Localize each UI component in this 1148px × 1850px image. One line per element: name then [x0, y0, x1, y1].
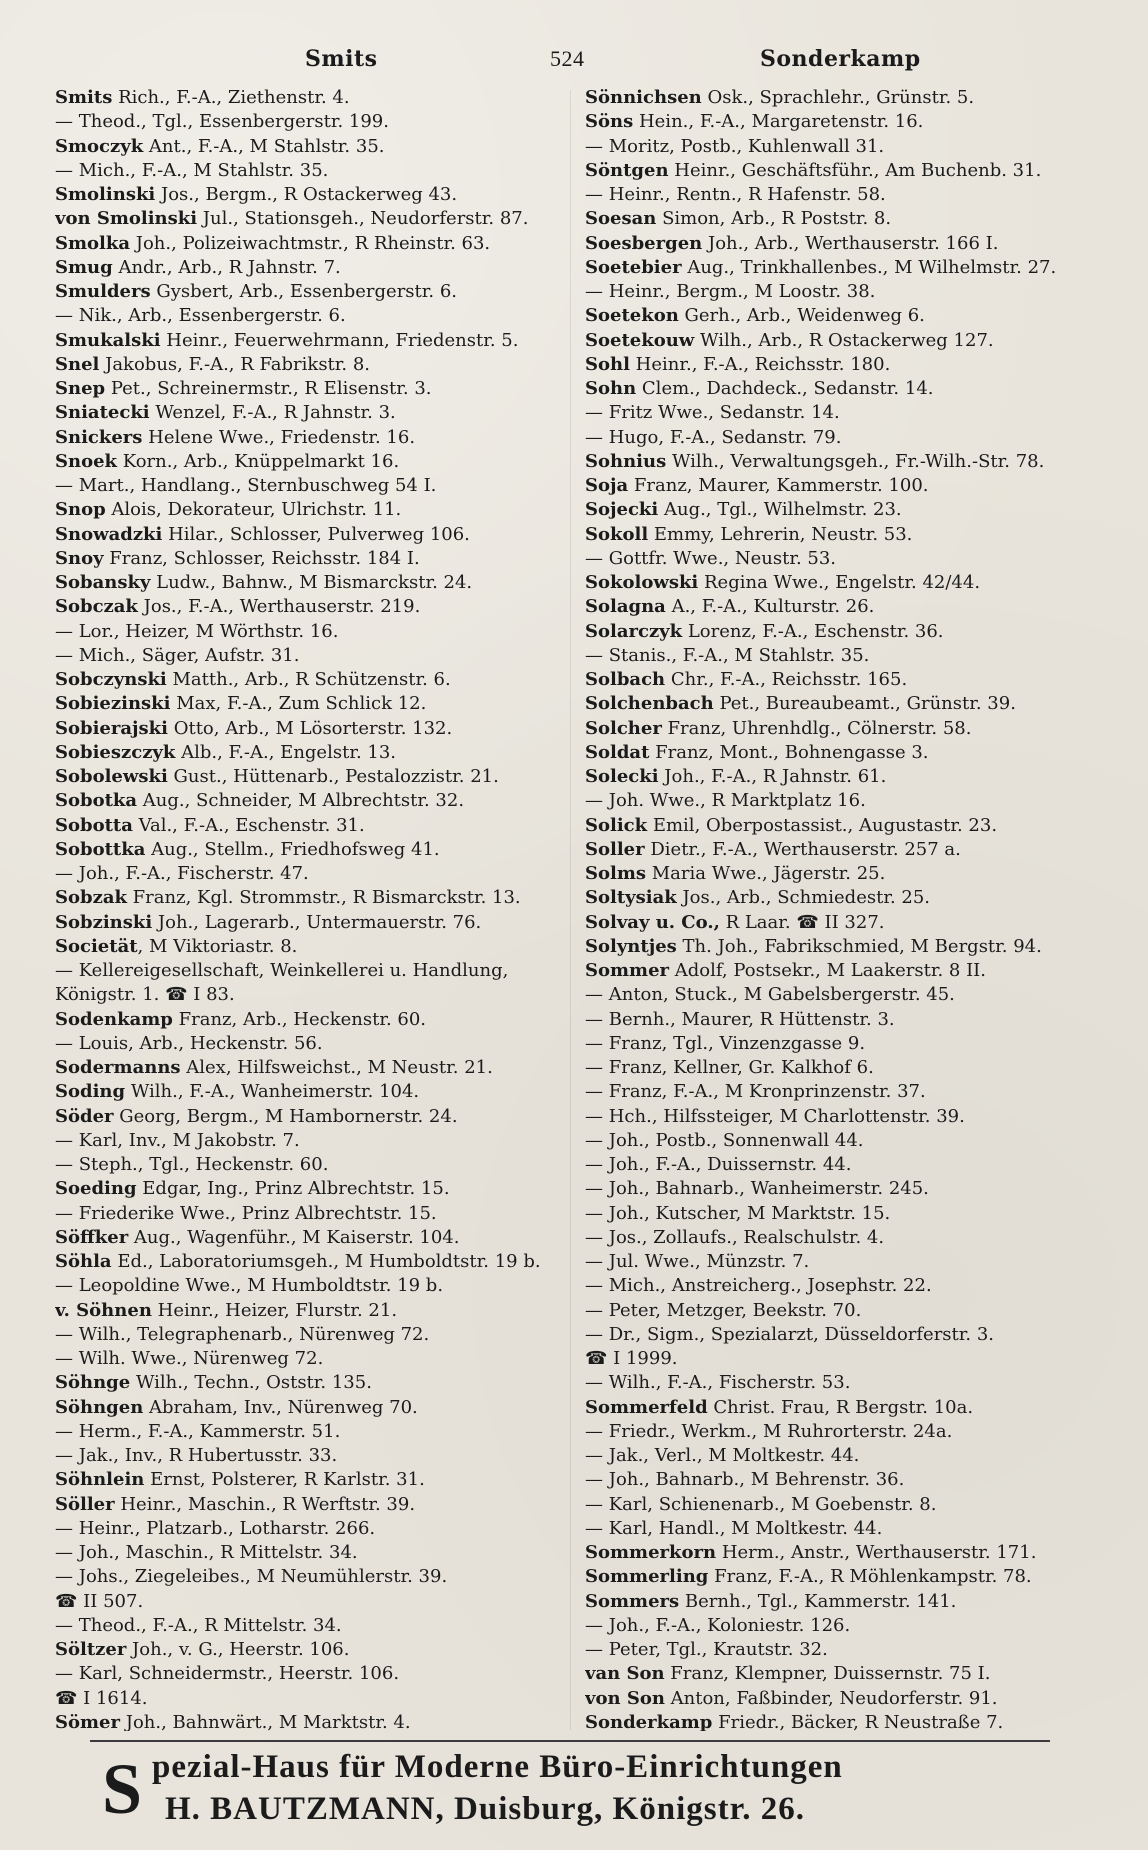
directory-entry: Sobzinski Joh., Lagerarb., Untermauerstr. 76. — [55, 911, 482, 933]
directory-entry: — Friederike Wwe., Prinz Albrechtstr. 15. — [55, 1202, 437, 1224]
entry-surname: Söhnlein — [55, 1469, 145, 1491]
entry-surname: Sömer — [55, 1711, 120, 1731]
directory-entry: — Mich., F.-A., M Stahlstr. 35. — [55, 159, 329, 181]
directory-entry: Snep Pet., Schreinermstr., R Elisenstr. 3. — [55, 378, 432, 399]
directory-entry: Smukalski Heinr., Feuerwehrmann, Friedenstr. 5. — [55, 329, 519, 351]
directory-entry: — Hch., Hilfssteiger, M Charlottenstr. 39. — [585, 1105, 965, 1127]
directory-entry: Solvay u. Co., R Laar. ☎ II 327. — [585, 911, 885, 933]
directory-entry: Soetekouw Wilh., Arb., R Ostackerweg 127. — [585, 329, 994, 351]
directory-entry: Soltysiak Jos., Arb., Schmiedestr. 25. — [585, 887, 931, 909]
entry-surname: Söhla — [55, 1251, 112, 1272]
entry-surname: Snoy — [55, 547, 104, 569]
directory-entry: — Jul. Wwe., Münzstr. 7. — [585, 1251, 810, 1272]
entry-surname: von Son — [585, 1687, 665, 1709]
directory-entry: — Franz, Kellner, Gr. Kalkhof 6. — [585, 1057, 874, 1078]
directory-entry: Solecki Joh., F.-A., R Jahnstr. 61. — [585, 766, 887, 787]
entry-surname: Solarczyk — [585, 620, 683, 642]
directory-entry: — Johs., Ziegeleibes., M Neumühlerstr. 39. — [55, 1566, 448, 1588]
entry-surname: Soding — [55, 1081, 126, 1103]
directory-entry: Solagna A., F.-A., Kulturstr. 26. — [585, 596, 875, 618]
right-column — [585, 86, 1105, 1731]
directory-entry: Sobiezinski Max, F.-A., Zum Schlick 12. — [55, 693, 427, 715]
directory-entry: Soesan Simon, Arb., R Poststr. 8. — [585, 208, 892, 230]
directory-entry: Solick Emil, Oberpostassist., Augustastr. 23. — [585, 814, 998, 836]
directory-entry: Sobottka Aug., Stellm., Friedhofsweg 41. — [55, 838, 440, 860]
directory-entry: Söller Heinr., Maschin., R Werftstr. 39. — [55, 1493, 416, 1515]
directory-entry: — Lor., Heizer, M Wörthstr. 16. — [55, 620, 339, 642]
directory-entry: Söder Georg, Bergm., M Hambornerstr. 24. — [55, 1105, 458, 1127]
directory-entry: Soja Franz, Maurer, Kammerstr. 100. — [585, 475, 929, 496]
directory-entry: Soetekon Gerh., Arb., Weidenweg 6. — [585, 305, 925, 327]
entry-surname: Soja — [585, 475, 629, 496]
directory-entry: — Joh., Bahnarb., Wanheimerstr. 245. — [585, 1178, 929, 1200]
directory-entry: — Karl, Inv., M Jakobstr. 7. — [55, 1129, 300, 1151]
directory-entry: Smolinski Jos., Bergm., R Ostackerweg 43. — [55, 184, 458, 205]
directory-entry: — Stanis., F.-A., M Stahlstr. 35. — [585, 644, 870, 666]
directory-entry: — Anton, Stuck., M Gabelsbergerstr. 45. — [585, 984, 955, 1006]
entry-surname: Sobotka — [55, 790, 138, 812]
directory-entry: Sobczak Jos., F.-A., Werthauserstr. 219. — [55, 596, 421, 618]
directory-entry: — Bernh., Maurer, R Hüttenstr. 3. — [585, 1008, 895, 1030]
entry-surname: Soltysiak — [585, 887, 677, 909]
entry-surname: Soetekon — [585, 305, 679, 327]
directory-entry: Söhnlein Ernst, Polsterer, R Karlstr. 31. — [55, 1469, 425, 1491]
entry-surname: Smulders — [55, 281, 151, 302]
entry-surname: Sobieszczyk — [55, 741, 176, 763]
entry-surname: Söntgen — [585, 159, 669, 181]
ad-initial: S — [102, 1749, 143, 1829]
entry-surname: Sokolowski — [585, 572, 699, 593]
entry-surname: Söltzer — [55, 1639, 127, 1660]
entry-surname: Solick — [585, 814, 648, 836]
directory-entry: — Mich., Anstreicherg., Josephstr. 22. — [585, 1275, 932, 1297]
entry-surname: van Son — [585, 1663, 665, 1685]
header-first-entry: Smits — [305, 46, 378, 72]
directory-entry: Soldat Franz, Mont., Bohnengasse 3. — [585, 741, 929, 763]
directory-entry: Soding Wilh., F.-A., Wanheimerstr. 104. — [55, 1081, 420, 1103]
directory-entry: Sommerfeld Christ. Frau, R Bergstr. 10a. — [585, 1396, 974, 1418]
directory-entry: Königstr. 1. ☎ I 83. — [55, 984, 235, 1006]
entry-surname: Sönnichsen — [585, 87, 702, 108]
directory-entry: — Mart., Handlang., Sternbuschweg 54 I. — [55, 475, 437, 496]
entry-surname: Smits — [55, 87, 113, 108]
directory-entry: — Hugo, F.-A., Sedanstr. 79. — [585, 426, 842, 448]
directory-entry: Sommers Bernh., Tgl., Kammerstr. 141. — [585, 1590, 957, 1612]
directory-entry: — Joh., Bahnarb., M Behrenstr. 36. — [585, 1469, 905, 1491]
directory-entry: Smits Rich., F.-A., Ziethenstr. 4. — [55, 87, 350, 108]
entry-surname: Smug — [55, 256, 113, 278]
directory-entry: Snoy Franz, Schlosser, Reichsstr. 184 I. — [55, 547, 420, 569]
entry-surname: Sojecki — [585, 499, 659, 521]
directory-entry: Sobotka Aug., Schneider, M Albrechtstr. 32. — [55, 790, 465, 812]
entry-surname: Sobzinski — [55, 911, 153, 933]
directory-entry: — Nik., Arb., Essenbergerstr. 6. — [55, 305, 346, 327]
entry-surname: Soetebier — [585, 256, 682, 278]
footer-rule — [90, 1740, 1050, 1742]
entry-surname: Snep — [55, 378, 106, 399]
directory-entry: — Joh. Wwe., R Marktplatz 16. — [585, 790, 866, 812]
directory-entry: — Heinr., Platzarb., Lotharstr. 266. — [55, 1517, 376, 1539]
entry-surname: Smolinski — [55, 184, 156, 205]
directory-entry: van Son Franz, Klempner, Duissernstr. 75 I. — [585, 1663, 991, 1685]
directory-entry: — Joh., F.-A., Koloniestr. 126. — [585, 1614, 851, 1636]
entry-surname: Sobierajski — [55, 717, 168, 739]
entry-surname: Snickers — [55, 426, 143, 448]
directory-entry: ☎ I 1614. — [55, 1687, 148, 1709]
entry-surname: Sobzak — [55, 887, 127, 909]
directory-entry: von Smolinski Jul., Stationsgeh., Neudorferstr. 87. — [55, 208, 529, 230]
entry-surname: Sommer — [585, 960, 670, 981]
directory-entry: Sonderkamp Friedr., Bäcker, R Neustraße 7. — [585, 1711, 1004, 1731]
entry-surname: Sodenkamp — [55, 1008, 173, 1030]
entry-surname: Sonderkamp — [585, 1711, 713, 1731]
directory-entry: — Steph., Tgl., Heckenstr. 60. — [55, 1154, 329, 1175]
directory-entry: Sobotta Val., F.-A., Eschenstr. 31. — [55, 814, 365, 836]
entry-surname: Söder — [55, 1105, 114, 1127]
entry-surname: Sobansky — [55, 572, 151, 593]
entry-surname: Sommerling — [585, 1566, 709, 1588]
directory-entry: Sodermanns Alex, Hilfsweichst., M Neustr. 21. — [55, 1057, 493, 1078]
directory-entry: Soeding Edgar, Ing., Prinz Albrechtstr. 15. — [55, 1178, 450, 1200]
entry-surname: Soesan — [585, 208, 657, 230]
entry-surname: Soeding — [55, 1178, 137, 1200]
directory-entry: Sommerling Franz, F.-A., R Möhlenkampstr. 78. — [585, 1566, 1032, 1588]
directory-entry: Solyntjes Th. Joh., Fabrikschmied, M Bergstr. 94. — [585, 935, 1042, 957]
directory-entry: Snoek Korn., Arb., Knüppelmarkt 16. — [55, 450, 400, 472]
entry-surname: Söhnge — [55, 1372, 131, 1394]
entry-surname: Societät — [55, 935, 138, 957]
page-header — [0, 38, 1148, 78]
directory-entry: Sokoll Emmy, Lehrerin, Neustr. 53. — [585, 523, 913, 545]
entry-surname: von Smolinski — [55, 208, 198, 230]
entry-surname: Söffker — [55, 1226, 129, 1248]
directory-entry: — Joh., F.-A., Fischerstr. 47. — [55, 863, 309, 884]
entry-surname: Sobczynski — [55, 669, 167, 690]
directory-entry: Smolka Joh., Polizeiwachtmstr., R Rheinstr. 63. — [55, 232, 491, 254]
directory-entry: Sniatecki Wenzel, F.-A., R Jahnstr. 3. — [55, 402, 396, 424]
directory-entry: Sobolewski Gust., Hüttenarb., Pestalozzistr. 21. — [55, 766, 499, 787]
directory-entry: Snel Jakobus, F.-A., R Fabrikstr. 8. — [55, 353, 371, 375]
entry-surname: Sokoll — [585, 523, 649, 545]
entry-surname: Sniatecki — [55, 402, 150, 424]
directory-entry: — Franz, Tgl., Vinzenzgasse 9. — [585, 1032, 866, 1054]
entry-surname: Soesbergen — [585, 232, 703, 254]
entry-surname: Soller — [585, 838, 645, 860]
directory-entry: Solchenbach Pet., Bureaubeamt., Grünstr. 39. — [585, 693, 1016, 715]
left-column — [55, 86, 575, 1731]
entry-surname: Sobolewski — [55, 766, 168, 787]
directory-entry: Solarczyk Lorenz, F.-A., Eschenstr. 36. — [585, 620, 944, 642]
directory-entry: — Wilh. Wwe., Nürenweg 72. — [55, 1348, 324, 1369]
ad-line-2: H. BAUTZMANN, Duisburg, Königstr. 26. — [165, 1791, 805, 1827]
entry-surname: Solms — [585, 863, 647, 884]
directory-entry: Sokolowski Regina Wwe., Engelstr. 42/44. — [585, 572, 981, 593]
directory-entry: Societät, M Viktoriastr. 8. — [55, 935, 298, 957]
entry-surname: Sohnius — [585, 450, 667, 472]
directory-entry: Söltzer Joh., v. G., Heerstr. 106. — [55, 1639, 350, 1660]
directory-entry: ☎ II 507. — [55, 1590, 144, 1612]
directory-entry: Söffker Aug., Wagenführ., M Kaiserstr. 104. — [55, 1226, 460, 1248]
directory-entry: — Joh., F.-A., Duissernstr. 44. — [585, 1154, 852, 1175]
directory-entry: Snop Alois, Dekorateur, Ulrichstr. 11. — [55, 499, 402, 521]
directory-entry: — Kellereigesellschaft, Weinkellerei u. Handlung, — [55, 960, 509, 981]
directory-entry: — Karl, Schienenarb., M Goebenstr. 8. — [585, 1493, 937, 1515]
entry-surname: Sommerfeld — [585, 1396, 708, 1418]
directory-entry: — Peter, Metzger, Beekstr. 70. — [585, 1299, 862, 1321]
directory-entry: — Wilh., Telegraphenarb., Nürenweg 72. — [55, 1323, 430, 1345]
directory-entry: — Theod., F.-A., R Mittelstr. 34. — [55, 1614, 342, 1636]
entry-surname: Smoczyk — [55, 135, 144, 157]
directory-entry: — Fritz Wwe., Sedanstr. 14. — [585, 402, 840, 424]
entry-surname: Smukalski — [55, 329, 161, 351]
entry-surname: Sobiezinski — [55, 693, 171, 715]
entry-surname: Smolka — [55, 232, 131, 254]
entry-surname: Sommerkorn — [585, 1542, 717, 1563]
directory-entry: — Karl, Handl., M Moltkestr. 44. — [585, 1517, 883, 1539]
entry-surname: Sodermanns — [55, 1057, 181, 1078]
entry-surname: Soldat — [585, 741, 650, 763]
directory-entry: — Franz, F.-A., M Kronprinzenstr. 37. — [585, 1081, 926, 1103]
directory-entry: — Joh., Postb., Sonnenwall 44. — [585, 1129, 864, 1151]
directory-entry: — Wilh., F.-A., Fischerstr. 53. — [585, 1372, 851, 1394]
directory-entry: Sohnius Wilh., Verwaltungsgeh., Fr.-Wilh.-Str. 78. — [585, 450, 1045, 472]
directory-entry: Soetebier Aug., Trinkhallenbes., M Wilhelmstr. 27. — [585, 256, 1057, 278]
directory-entry: von Son Anton, Faßbinder, Neudorferstr. 91. — [585, 1687, 998, 1709]
entry-surname: Solecki — [585, 766, 659, 787]
directory-entry: Snickers Helene Wwe., Friedenstr. 16. — [55, 426, 416, 448]
header-last-entry: Sonderkamp — [760, 46, 921, 72]
directory-entry: ☎ I 1999. — [585, 1348, 678, 1369]
directory-entry: Sobieszczyk Alb., F.-A., Engelstr. 13. — [55, 741, 397, 763]
entry-surname: Sobotta — [55, 814, 133, 836]
directory-entry: Sohn Clem., Dachdeck., Sedanstr. 14. — [585, 378, 934, 399]
directory-entry: Smug Andr., Arb., R Jahnstr. 7. — [55, 256, 341, 278]
directory-entry: Sommer Adolf, Postsekr., M Laakerstr. 8 II. — [585, 960, 987, 981]
entry-surname: Söns — [585, 111, 634, 133]
directory-entry: Smulders Gysbert, Arb., Essenbergerstr. 6. — [55, 281, 458, 302]
directory-entry: — Herm., F.-A., Kammerstr. 51. — [55, 1420, 341, 1442]
directory-entry: Sohl Heinr., F.-A., Reichsstr. 180. — [585, 353, 891, 375]
directory-entry: v. Söhnen Heinr., Heizer, Flurstr. 21. — [55, 1299, 398, 1321]
directory-entry: Sobczynski Matth., Arb., R Schützenstr. 6. — [55, 669, 451, 690]
directory-entry: — Peter, Tgl., Krautstr. 32. — [585, 1639, 828, 1660]
entry-surname: Soetekouw — [585, 329, 695, 351]
entry-surname: Snoek — [55, 450, 118, 472]
entry-surname: Solbach — [585, 669, 666, 690]
directory-entry: — Joh., Kutscher, M Marktstr. 15. — [585, 1202, 891, 1224]
directory-entry: — Heinr., Rentn., R Hafenstr. 58. — [585, 184, 886, 205]
directory-entry: Snowadzki Hilar., Schlosser, Pulverweg 106. — [55, 523, 470, 545]
directory-entry: Soesbergen Joh., Arb., Werthauserstr. 166 I. — [585, 232, 999, 254]
directory-entry: — Mich., Säger, Aufstr. 31. — [55, 644, 300, 666]
directory-entry: Solbach Chr., F.-A., Reichsstr. 165. — [585, 669, 908, 690]
directory-entry: Söhnge Wilh., Techn., Oststr. 135. — [55, 1372, 372, 1394]
directory-entry: — Joh., Maschin., R Mittelstr. 34. — [55, 1542, 358, 1563]
directory-entry: — Theod., Tgl., Essenbergerstr. 199. — [55, 111, 389, 133]
directory-entry: Sommerkorn Herm., Anstr., Werthauserstr. 171. — [585, 1542, 1037, 1563]
directory-entry: Söntgen Heinr., Geschäftsführ., Am Buchenb. 31. — [585, 159, 1042, 181]
entry-surname: Snel — [55, 353, 100, 375]
directory-entry: — Louis, Arb., Heckenstr. 56. — [55, 1032, 323, 1054]
entry-surname: Sobczak — [55, 596, 138, 618]
entry-surname: Solagna — [585, 596, 666, 618]
directory-entry: — Jak., Inv., R Hubertusstr. 33. — [55, 1445, 338, 1466]
directory-entry: Sojecki Aug., Tgl., Wilhelmstr. 23. — [585, 499, 902, 521]
advertisement — [70, 1747, 1080, 1837]
directory-entry: — Karl, Schneidermstr., Heerstr. 106. — [55, 1663, 400, 1685]
directory-entry: — Moritz, Postb., Kuhlenwall 31. — [585, 135, 885, 157]
entry-surname: Solcher — [585, 717, 662, 739]
directory-entry: — Jak., Verl., M Moltkestr. 44. — [585, 1445, 860, 1466]
directory-entry: Solcher Franz, Uhrenhdlg., Cölnerstr. 58. — [585, 717, 972, 739]
directory-entry: Söhngen Abraham, Inv., Nürenweg 70. — [55, 1396, 418, 1418]
entry-surname: Sommers — [585, 1590, 680, 1612]
entry-surname: Sohl — [585, 353, 630, 375]
directory-entry: Söhla Ed., Laboratoriumsgeh., M Humboldtstr. 19 b. — [55, 1251, 541, 1272]
directory-entry: — Gottfr. Wwe., Neustr. 53. — [585, 547, 837, 569]
entry-surname: Snop — [55, 499, 106, 521]
directory-entry: — Heinr., Bergm., M Loostr. 38. — [585, 281, 876, 302]
entry-surname: Solvay u. Co., — [585, 911, 720, 933]
directory-entry: Smoczyk Ant., F.-A., M Stahlstr. 35. — [55, 135, 385, 157]
entry-surname: Söhngen — [55, 1396, 144, 1418]
directory-entry: — Leopoldine Wwe., M Humboldtstr. 19 b. — [55, 1275, 444, 1297]
entry-surname: Sobottka — [55, 838, 146, 860]
entry-surname: Solchenbach — [585, 693, 714, 715]
directory-entry: Sönnichsen Osk., Sprachlehr., Grünstr. 5. — [585, 87, 975, 108]
directory-entry: Sobansky Ludw., Bahnw., M Bismarckstr. 24. — [55, 572, 473, 593]
page-number: 524 — [550, 46, 585, 71]
entry-surname: Solyntjes — [585, 935, 677, 957]
directory-entry: — Friedr., Werkm., M Ruhrorterstr. 24a. — [585, 1420, 953, 1442]
entry-surname: Sohn — [585, 378, 637, 399]
directory-entry: Söns Hein., F.-A., Margaretenstr. 16. — [585, 111, 924, 133]
entry-surname: Snowadzki — [55, 523, 163, 545]
directory-entry: Sobierajski Otto, Arb., M Lösorterstr. 132. — [55, 717, 453, 739]
directory-entry: Soller Dietr., F.-A., Werthauserstr. 257 a. — [585, 838, 961, 860]
entry-surname: Söller — [55, 1493, 115, 1515]
ad-line-1: pezial-Haus für Moderne Büro-Einrichtungen — [152, 1749, 843, 1785]
directory-entry: Solms Maria Wwe., Jägerstr. 25. — [585, 863, 886, 884]
entry-surname: v. Söhnen — [55, 1299, 152, 1321]
directory-entry: Sodenkamp Franz, Arb., Heckenstr. 60. — [55, 1008, 427, 1030]
directory-entry: Sömer Joh., Bahnwärt., M Marktstr. 4. — [55, 1711, 411, 1731]
directory-entry: — Jos., Zollaufs., Realschulstr. 4. — [585, 1226, 885, 1248]
directory-entry: — Dr., Sigm., Spezialarzt, Düsseldorferstr. 3. — [585, 1323, 995, 1345]
directory-entry: Sobzak Franz, Kgl. Strommstr., R Bismarckstr. 13. — [55, 887, 521, 909]
